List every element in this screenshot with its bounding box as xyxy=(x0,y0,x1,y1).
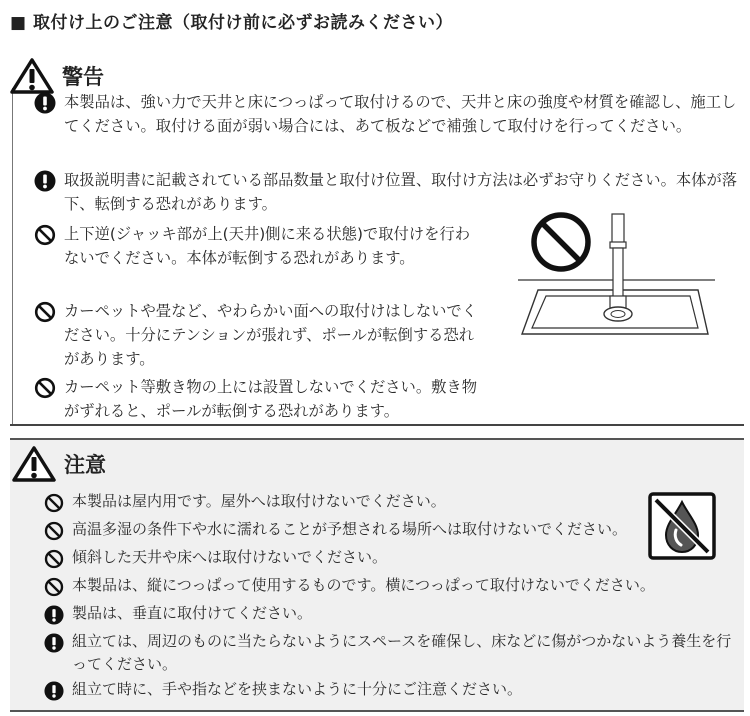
caution-item-6-text: 組立ては、周辺のものに当たらないようにスペースを確保し、床などに傷がつかないよう養生を行ってください。 xyxy=(72,632,732,673)
prohibited-icon xyxy=(44,549,64,569)
warning-item-3-text: 上下逆(ジャッキ部が上(天井)側に来る状態)で取付けを行わないでください。本体が転倒する恐れがあります。 xyxy=(64,225,470,267)
exclamation-icon xyxy=(34,92,56,114)
caution-box xyxy=(10,438,744,712)
warning-item-1 xyxy=(34,90,739,138)
caution-item-1 xyxy=(44,490,644,513)
exclamation-icon xyxy=(44,681,64,701)
caution-triangle-icon xyxy=(12,446,56,482)
caution-item-3 xyxy=(44,546,644,569)
exclamation-icon xyxy=(34,170,56,192)
warning-triangle-icon xyxy=(10,58,54,94)
prohibited-icon xyxy=(34,301,56,323)
warning-left-rule xyxy=(12,88,13,424)
exclamation-icon xyxy=(44,633,64,653)
warning-item-4-text: カーペットや畳など、やわらかい面への取付けはしないでください。十分にテンションが張れず、ポールが転倒する恐れがあります。 xyxy=(64,302,478,368)
caution-item-4-text: 本製品は、縦につっぱって使用するものです。横につっぱって取付けないでください。 xyxy=(72,576,655,594)
warning-item-2 xyxy=(34,168,739,216)
caution-title xyxy=(12,446,106,482)
caution-item-2 xyxy=(44,518,644,541)
warning-item-2-text: 取扱説明書に記載されている部品数量と取付け位置、取付け方法は必ずお守りください。本体が落下、転倒する恐れがあります。 xyxy=(64,171,738,213)
warning-item-3 xyxy=(34,222,482,270)
caution-item-7 xyxy=(44,678,734,701)
warning-item-5-text: カーペット等敷き物の上には設置しないでください。敷き物がずれると、ポールが転倒する恐れがあります。 xyxy=(64,378,478,420)
caution-item-4 xyxy=(44,574,734,597)
prohibited-icon xyxy=(44,577,64,597)
warning-title xyxy=(10,58,104,94)
warning-item-5 xyxy=(34,375,482,423)
caution-item-5-text: 製品は、垂直に取付けてください。 xyxy=(72,604,313,622)
caution-title-text: 注意 xyxy=(64,453,106,477)
caution-item-5 xyxy=(44,602,734,625)
prohibited-icon xyxy=(34,224,56,246)
warning-title-text: 警告 xyxy=(62,65,104,89)
pole-on-carpet-illustration xyxy=(510,212,720,342)
prohibited-icon xyxy=(44,493,64,513)
caution-item-3-text: 傾斜した天井や床へは取付けないでください。 xyxy=(72,548,388,566)
caution-item-7-text: 組立て時に、手や指などを挟まないように十分にご注意ください。 xyxy=(72,680,523,698)
warning-box xyxy=(10,52,744,426)
warning-item-4 xyxy=(34,299,482,371)
caution-item-2-text: 高温多湿の条件下や水に濡れることが予想される場所へは取付けないでください。 xyxy=(72,520,628,538)
section-heading: ■ 取付け上のご注意（取付け前に必ずお読みください） xyxy=(10,13,453,33)
prohibited-icon xyxy=(44,521,64,541)
no-water-icon xyxy=(648,492,716,560)
warning-item-1-text: 本製品は、強い力で天井と床につっぱって取付けるので、天井と床の強度や材質を確認し、施工してください。取付ける面が弱い場合には、あて板などで補強して取付けを行ってください。 xyxy=(64,93,737,135)
caution-item-6 xyxy=(44,630,734,676)
exclamation-icon xyxy=(44,605,64,625)
caution-item-1-text: 本製品は屋内用です。屋外へは取付けないでください。 xyxy=(72,492,446,510)
prohibited-icon xyxy=(34,377,56,399)
